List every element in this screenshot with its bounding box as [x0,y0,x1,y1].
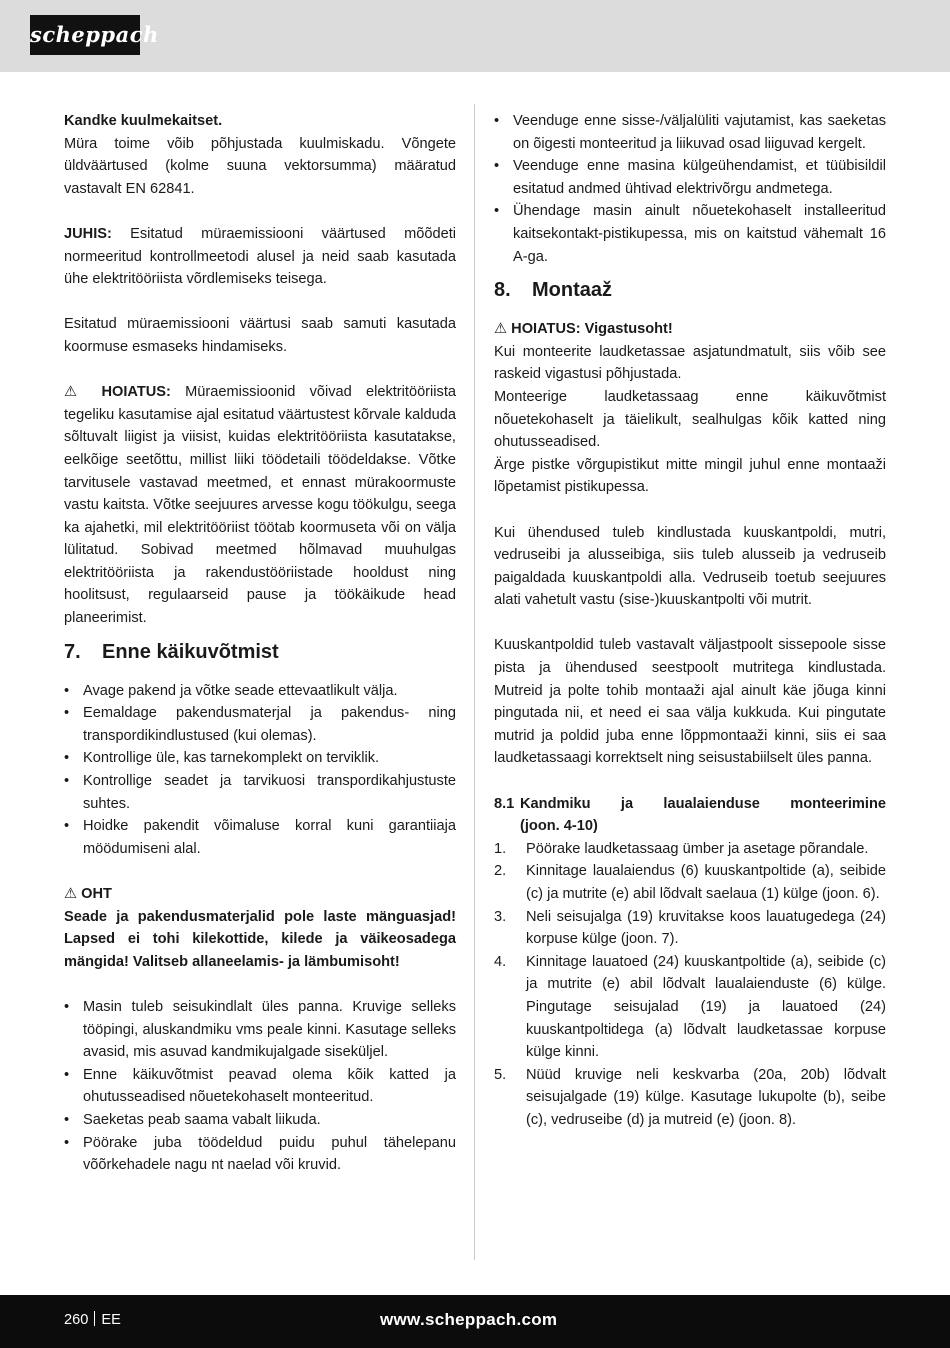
list-item: • Eemaldage pakendusmaterjal ja pakendus- ning transpordikindlustused (kui olemas). [64,702,456,747]
section-title: Montaaž [532,279,612,302]
subsection-number: 8.1 [494,795,515,812]
warning-label: HOIATUS: [101,384,171,401]
step-number: 1. [494,840,507,857]
warning-icon: ⚠ [64,886,78,902]
note-text: Esitatud müraemissiooni väärtused mõõdeti normeeritud kontrollmeetodi alusel ja neid saab kasutada ühe elektritööriista võrdlemiseks teisega. [64,225,456,288]
left-column [64,110,456,1177]
assembly-steps [494,838,886,1132]
right-column [494,110,886,1132]
section-8-heading [494,268,886,318]
danger-label: OHT [81,886,112,902]
step-text: Kinnitage laualaiendus (6) kuuskantpoltide (a), seibide (c) ja mutrite (e) abil lõdvalt saelaua (1) külge (joon. 6). [526,863,886,902]
step-number: 2. [494,863,507,880]
section-title: Enne käikuvõtmist [102,640,279,663]
subsection-8-1-heading [494,793,886,838]
subsection-word: Kandmiku [520,795,591,812]
list-item: • Kontrollige seadet ja tarvikuosi transpordikahjustuste suhtes. [64,770,456,815]
step-number: 5. [494,1066,507,1083]
step-item [494,860,886,905]
language-code: EE [101,1312,121,1328]
initial-assessment-text: Esitatud müraemissiooni väärtusi saab samuti kasutada koormuse esmaseks hindamiseks. [64,316,456,355]
danger-text: Seade ja pakendusmaterjalid pole laste mänguasjad! Lapsed ei tohi kilekottide, kilede ja väikeosadega mängida! Valitseb allaneelamis- ja lämbumisoht! [64,908,456,970]
warning-line: Kui monteerite laudketassae asjatundmatult, siis võib see raskeid vigastusi põhjustada. [494,343,886,383]
subsection-word: monteerimine [790,795,886,812]
list-item: • Veenduge enne sisse-/väljalüliti vajutamist, kas saeketas on õigesti monteeritud ja liikuvad osad liiguvad kergelt. [494,110,886,155]
step-text: Nüüd kruvige neli keskvarba (20a, 20b) lõdvalt seisujalgade (19) külge. Kasutage lukupolte (b), seibe (c), vedruseibe (d) ja mutreid (e) (joon. 8). [526,1066,886,1128]
unpacking-list [64,680,456,861]
step-number: 3. [494,908,507,925]
section-number: 8. [494,279,511,302]
separator [94,1311,95,1326]
step-item [494,1064,886,1132]
warning-icon: ⚠ [494,321,508,338]
step-text: Kinnitage lauatoed (24) kuuskantpoltide (a), seibide (c) ja mutrite (e) abil lõdvalt laualaienduste (6) külge. Pingutage seisujalad (19) ja lauatoed (24) kuuskantpoltidega (a) lõdvalt laudketassae korpuse külge kinni. [526,953,886,1061]
website-link[interactable]: www.scheppach.com [380,1310,558,1329]
danger-heading [64,883,456,906]
list-item: • Enne käikuvõtmist peavad olema kõik katted ja ohutusseadised nõuetekohaselt monteeritud. [64,1064,456,1109]
list-item: • Saeketas peab saama vabalt liikuda. [64,1109,456,1132]
warning-label: HOIATUS: Vigastusoht! [511,321,673,338]
brand-logo: scheppach [30,15,140,55]
page-number: 260 [64,1312,89,1328]
list-item: • Kontrollige üle, kas tarnekomplekt on terviklik. [64,747,456,770]
section-number: 7. [64,640,81,663]
column-divider [474,104,475,1260]
step-item [494,906,886,951]
list-item: • Avage pakend ja võtke seade ettevaatlikult välja. [64,680,456,703]
subsection-word: laualaienduse [663,795,760,812]
step-number: 4. [494,953,507,970]
injury-warning-heading [494,318,886,341]
noise-warning [64,381,456,630]
hearing-protection-title: Kandke kuulmekaitset. [64,113,223,129]
page-footer [0,1295,950,1348]
list-item: • Hoidke pakendit võimaluse korral kuni garantiiaja möödumiseni alal. [64,815,456,860]
step-item [494,951,886,1064]
page-header [0,0,950,72]
note-paragraph [64,223,456,291]
warning-line: Ärge pistke võrgupistikut mitte mingil juhul enne montaaži lõpetamist pistikupessa. [494,456,886,496]
hearing-protection-text: Müra toime võib põhjustada kuulmiskadu. Võngete üldväärtused (kolme suuna vektorsumma) määratud vastavalt EN 62841. [64,135,456,197]
subsection-word: ja [620,795,634,812]
subsection-reference: (joon. 4-10) [520,818,598,835]
note-label: JUHIS: [64,225,112,242]
warning-icon: ⚠ [64,384,88,401]
pre-start-list [494,110,886,268]
section-7-heading [64,630,456,680]
list-item: • Veenduge enne masina külgeühendamist, et tüübisildil esitatud andmed ühtivad elektrivõrgu andmetega. [494,155,886,200]
step-text: Neli seisujalga (19) kruvitakse koos lauatugedega (24) korpuse külge (joon. 7). [526,908,886,948]
warning-text: Müraemissioonid võivad elektritööriista tegeliku kasutamise ajal esitatud väärtustest kõrvale kalduda sõltuvalt liigist ja viisist, kuidas elektritööriista kasutatakse, eelkõige seetõttu, millist liiki töödetaili töödeldakse. Võtke tarvitusele vastavad meetmed, et ennast mürakoormuste vastu kaitsta. Võtke seejuures arvesse kogu töökulgu, seega ka ajahetki, mil elektritööriist töötab koormuseta või on välja lülitatud. Sobivad meetmed hõlmavad muuhulgas elektritööriista ja rakendustööriistade hooldust ning hoolitsust, regulaarseid pause ja töökäikude head planeerimist. [64,384,456,627]
washer-paragraph: Kui ühendused tuleb kindlustada kuuskantpoldi, mutri, vedruseibi ja alusseibiga, siis tuleb alusseib ja vedruseib paigaldada kuuskantpoldi alla. Vedruseib toetub seejuures alati vahetult vastu (sise-)kuuskantpolti või mutrit. [494,524,886,609]
bolt-paragraph: Kuuskantpoldid tuleb vastavalt väljastpoolt sissepoole sisse pista ja ühendused seestpoolt mutritega kindlustada. Mutreid ja polte tohib montaaži ajal ainult käe jõuga kinni pingutada nii, et need ei saa välja kukkuda. Kui pingutate mutrid ja poldid juba enne lõppmontaaži kinni, siis ei saa laudketassaagi korrektselt ning seisustabiilselt üles panna. [494,637,886,767]
step-item [494,838,886,861]
list-item: • Masin tuleb seisukindlalt üles panna. Kruvige selleks tööpingi, aluskandmiku vms peale kinni. Kasutage selleks avasid, mis asuvad kandmikujalgade siseküljel. [64,996,456,1064]
list-item: • Ühendage masin ainult nõuetekohaselt installeeritud kaitsekontakt-pistikupessa, mis on kaitstud vähemalt 16 A-ga. [494,200,886,268]
warning-line: Monteerige laudketassaag enne käikuvõtmist nõuetekohaselt ja täielikult, sealhulgas kõik katted ning ohutusseadised. [494,388,886,451]
step-text: Pöörake laudketassaag ümber ja asetage põrandale. [526,840,869,857]
list-item: • Pöörake juba töödeldud puidu puhul tähelepanu võõrkehadele nagu nt naelad või kruvid. [64,1132,456,1177]
setup-list [64,996,456,1177]
page-info [64,1309,121,1331]
